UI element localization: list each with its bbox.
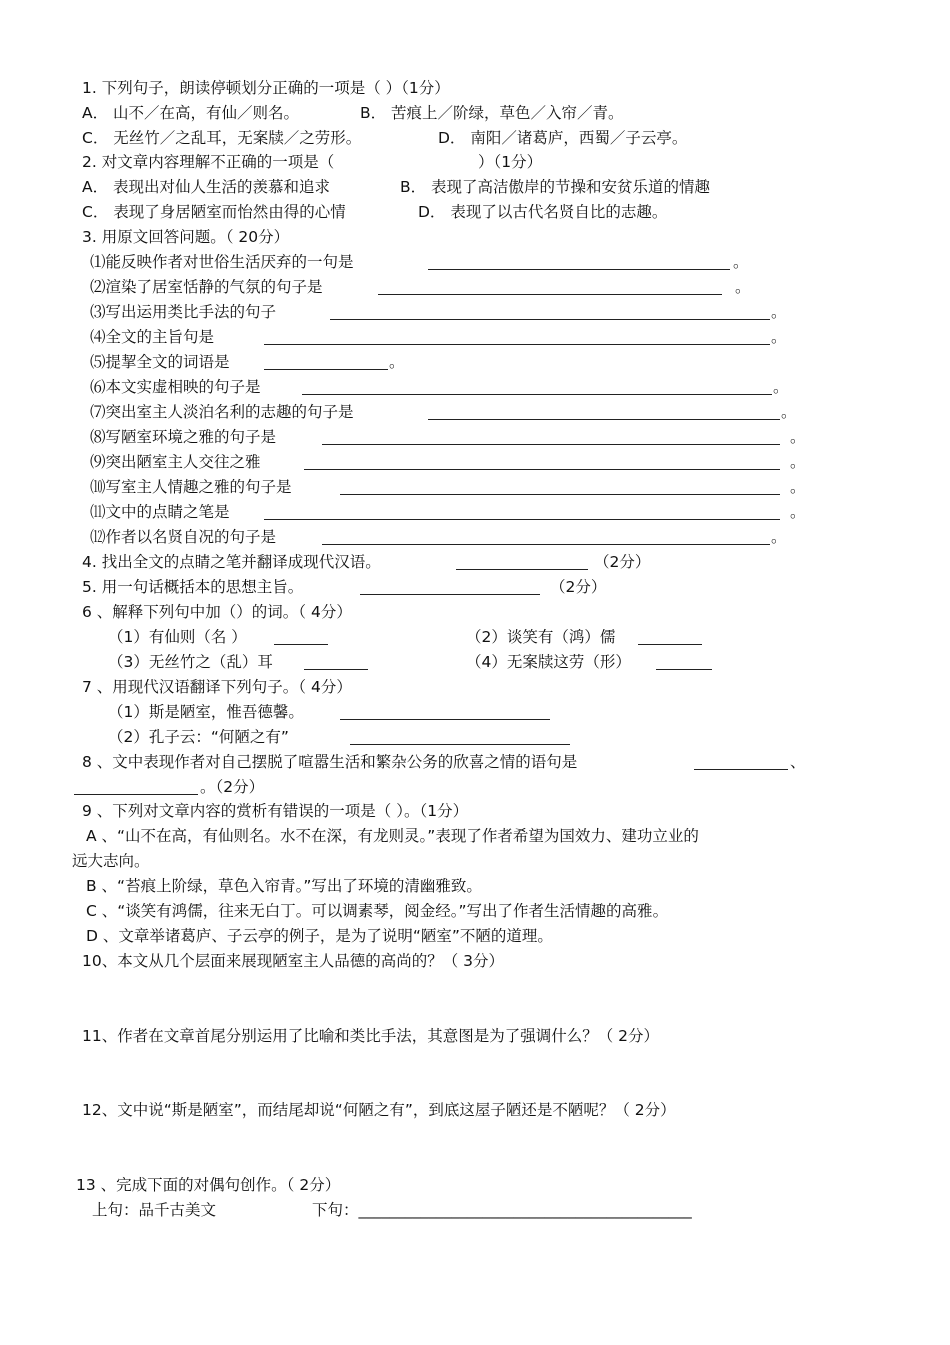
q8-stem: 8 、文中表现作者对自己摆脱了喧嚣生活和繁杂公务的欣喜之情的语句是: [82, 753, 578, 771]
q3-item: ⑹本文实虚相映的句子是: [90, 378, 261, 396]
answer-blank[interactable]: [656, 655, 712, 670]
period: 。: [389, 353, 405, 371]
q1-option-d: D． 南阳／诸葛庐，西蜀／子云亭。: [438, 129, 688, 147]
q3-item: ⑷全文的主旨句是: [90, 328, 215, 346]
q2-option-d: D． 表现了以古代名贤自比的志趣。: [418, 203, 668, 221]
q10-stem: 10、本文从几个层面来展现陋室主人品德的高尚的？（ 3分）: [82, 952, 505, 970]
period: 。: [771, 303, 787, 321]
q9-option-a-cont: 远大志向。: [72, 852, 150, 870]
q1-option-a: A． 山不／在高，有仙／则名。: [82, 104, 300, 122]
answer-blank[interactable]: [322, 430, 780, 445]
q2-option-a: A． 表现出对仙人生活的羡慕和追求: [82, 178, 331, 196]
q3-item: ⑾文中的点睛之笔是: [90, 503, 230, 521]
q4-stem: 4. 找出全文的点睛之笔并翻译成现代汉语。: [82, 553, 381, 571]
q2-stem: 2. 对文章内容理解不正确的一项是（: [82, 153, 335, 171]
q3-item: ⑴能反映作者对世俗生活厌弃的一句是: [90, 253, 354, 271]
q7-item-2: （2）孔子云：“何陋之有”: [108, 728, 289, 746]
q3-item: ⑽写室主人情趣之雅的句子是: [90, 478, 292, 496]
answer-blank[interactable]: [428, 255, 730, 270]
q2-score: ）（1分）: [478, 153, 543, 171]
q12-stem: 12、文中说“斯是陋室”，而结尾却说“何陋之有”，到底这屋子陋还是不陋呢？（ 2分）: [82, 1101, 676, 1119]
q11-stem: 11、作者在文章首尾分别运用了比喻和类比手法，其意图是为了强调什么？（ 2分）: [82, 1027, 660, 1045]
answer-blank[interactable]: [302, 380, 772, 395]
q9-stem: 9 、下列对文章内容的赏析有错误的一项是（ ）。（1分）: [82, 802, 469, 820]
answer-blank[interactable]: [360, 580, 540, 595]
answer-blank[interactable]: [264, 330, 770, 345]
q3-item: ⑻写陋室环境之雅的句子是: [90, 428, 277, 446]
q9-option-c: C 、“谈笑有鸿儒，往来无白丁。可以调素琴，阅金经。”写出了作者生活情趣的高雅。: [86, 902, 669, 920]
period: 。: [773, 378, 789, 396]
comma: 、: [790, 753, 806, 771]
answer-blank[interactable]: [694, 755, 788, 770]
q3-stem: 3. 用原文回答问题。（ 20分）: [82, 228, 290, 246]
period: 。: [733, 253, 749, 271]
period: 。: [790, 428, 806, 446]
q7-item-1: （1）斯是陋室，惟吾德馨。: [108, 703, 304, 721]
q1-option-b: B． 苦痕上／阶绿，草色／入帘／青。: [360, 104, 624, 122]
q13-upper-line: 上句：品千古美文: [92, 1201, 217, 1219]
answer-blank[interactable]: [304, 455, 780, 470]
q3-item: ⑿作者以名贤自况的句子是: [90, 528, 277, 546]
answer-blank[interactable]: [456, 555, 588, 570]
answer-blank[interactable]: [340, 480, 780, 495]
answer-blank[interactable]: [304, 655, 368, 670]
answer-blank[interactable]: [322, 530, 770, 545]
period: 。: [771, 328, 787, 346]
q4-score: （2分）: [594, 553, 651, 571]
q3-item: ⑶写出运用类比手法的句子: [90, 303, 277, 321]
q2-option-c: C． 表现了身居陋室而怡然由得的心情: [82, 203, 346, 221]
q5-stem: 5. 用一句话概括本的思想主旨。: [82, 578, 304, 596]
q1-option-c: C． 无丝竹／之乱耳，无案牍／之劳形。: [82, 129, 362, 147]
q13-lower-line[interactable]: 下句：___________________________________________: [312, 1201, 692, 1219]
q6-item-2: （2）谈笑有（鸿）儒: [466, 628, 616, 646]
period: 。: [790, 453, 806, 471]
q3-item: ⑼突出陋室主人交往之雅: [90, 453, 261, 471]
answer-blank[interactable]: [638, 630, 702, 645]
q3-item: ⑵渲染了居室恬静的气氛的句子是: [90, 278, 323, 296]
q2-option-b: B． 表现了高洁傲岸的节操和安贫乐道的情趣: [400, 178, 711, 196]
q6-item-4: （4）无案牍这劳（形）: [466, 653, 631, 671]
q6-item-3: （3）无丝竹之（乱）耳: [108, 653, 273, 671]
q1-stem: 1. 下列句子，朗读停顿划分正确的一项是（ ）（1分）: [82, 79, 450, 97]
period: 。: [781, 403, 797, 421]
q9-option-b: B 、“苔痕上阶绿，草色入帘青。”写出了环境的清幽雅致。: [86, 877, 482, 895]
answer-blank[interactable]: [350, 730, 570, 745]
answer-blank[interactable]: [340, 705, 550, 720]
q7-stem: 7 、用现代汉语翻译下列句子。（ 4分）: [82, 678, 352, 696]
period: 。: [771, 528, 787, 546]
period: 。: [790, 503, 806, 521]
answer-blank[interactable]: [274, 630, 328, 645]
q6-item-1: （1）有仙则（名 ）: [108, 628, 247, 646]
q3-item: ⑺突出室主人淡泊名利的志趣的句子是: [90, 403, 354, 421]
q13-stem: 13 、完成下面的对偶句创作。（ 2分）: [76, 1176, 341, 1194]
answer-blank[interactable]: [74, 780, 198, 795]
answer-blank[interactable]: [330, 305, 770, 320]
q6-stem: 6 、解释下列句中加（）的词。（ 4分）: [82, 603, 352, 621]
answer-blank[interactable]: [264, 355, 388, 370]
answer-blank[interactable]: [428, 405, 780, 420]
answer-blank[interactable]: [264, 505, 780, 520]
q8-score: 。（2分）: [200, 778, 265, 796]
q3-item: ⑸提挈全文的词语是: [90, 353, 230, 371]
q9-option-a: A 、“山不在高，有仙则名。水不在深，有龙则灵。”表现了作者希望为国效力、建功立业的: [86, 827, 699, 845]
period: 。: [790, 478, 806, 496]
q9-option-d: D 、文章举诸葛庐、子云亭的例子，是为了说明“陋室”不陋的道理。: [86, 927, 553, 945]
q5-score: （2分）: [550, 578, 607, 596]
period: 。: [735, 278, 751, 296]
answer-blank[interactable]: [378, 280, 722, 295]
